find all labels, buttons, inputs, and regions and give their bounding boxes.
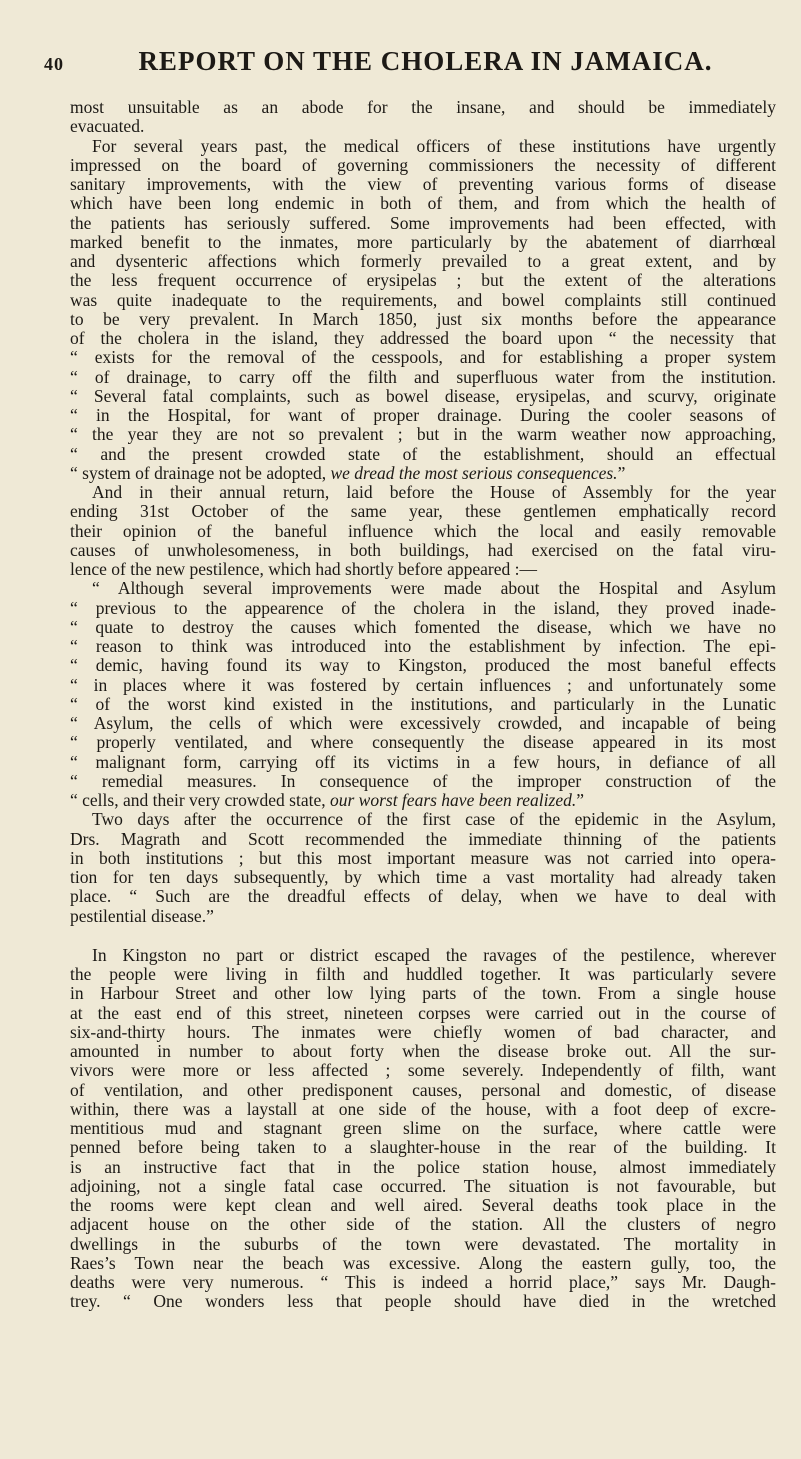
line-text: causes of unwholesomeness, in both buildings, had exercised on the fatal viru- [70,539,776,560]
text-line [70,194,776,213]
text-line [70,830,776,849]
text-line [70,579,776,598]
text-line [70,1119,776,1138]
text-line [70,98,776,117]
text-line [70,791,776,810]
line-text: “ reason to think was introduced into the establishment by infection. The epi- [70,636,776,656]
text-line [70,887,776,906]
paragraph-p5 [70,810,776,926]
line-text: tion for ten days subsequently, by which time a vast mortality had already taken [70,867,776,887]
text-line [70,1235,776,1254]
text-line [70,849,776,868]
text-line [70,772,776,791]
line-text: “ properly ventilated, and where consequently the disease appeared in its most [70,732,776,753]
text-line [70,733,776,752]
italic-text: we dread the most serious consequences. [330,462,618,483]
line-text: adjoining, not a single fatal case occurred. The situation is not favourable, but [70,1175,776,1196]
paragraph-p3 [70,483,776,579]
line-text: “ Asylum, the cells of which were excessively crowded, and incapable of being [70,713,776,733]
text-line [70,214,776,233]
text-line [70,946,776,965]
text-line [70,483,776,502]
text-line [70,1061,776,1080]
line-text: amounted in number to about forty when the disease broke out. All the sur- [70,1041,776,1061]
line-text: ending 31st October of the same year, these gentlemen emphatically record [70,501,776,522]
line-text: in both institutions ; but this most important measure was not carried into opera- [70,847,776,868]
line-text: was quite inadequate to the requirements, and bowel complaints still continued [70,289,776,310]
line-text: impressed on the board of governing commissioners the necessity of different [70,154,776,175]
text-line [70,1100,776,1119]
text-line [70,714,776,733]
text-line [70,1177,776,1196]
paragraph-p2 [70,137,776,484]
line-text: to be very prevalent. In March 1850, just six months before the appearance [70,308,776,329]
running-head: REPORT ON THE CHOLERA IN JAMAICA. [138,46,713,76]
text-line [70,965,776,984]
line-text: in Harbour Street and other low lying parts of the town. From a single house [70,983,776,1004]
line-text: at the east end of this street, nineteen corpses were carried out in the course of [70,1002,776,1023]
text-line [70,445,776,464]
line-text: “ Several fatal complaints, such as bowel disease, erysipelas, and scurvy, originate [70,385,776,406]
text-line [70,1004,776,1023]
text-line [70,233,776,252]
text-line [70,868,776,887]
text-line [70,1196,776,1215]
text-line [70,599,776,618]
line-text: of ventilation, and other predisponent causes, personal and domestic, of disease [70,1079,776,1100]
text-line [70,695,776,714]
line-text: lence of the new pestilence, which had shortly before appeared :— [70,559,537,579]
line-text: “ of the worst kind existed in the institutions, and particularly in the Lunatic [70,693,776,714]
line-text: adjacent house on the other side of the station. All the clusters of negro [70,1214,776,1235]
text-line [70,637,776,656]
text-line [70,984,776,1003]
line-text: is an instructive fact that in the police station house, almost immediately [70,1156,776,1177]
line-text: In Kingston no part or district escaped the ravages of the pestilence, wherever [92,944,776,965]
text-line [70,291,776,310]
text-line [70,541,776,560]
paragraph-p6 [70,946,776,1312]
line-text: Raes’s Town near the beach was excessive. Along the eastern gully, too, the [70,1252,776,1273]
text-line [70,406,776,425]
text-line [70,464,776,483]
line-text: “ demic, having found its way to Kingston, produced the most baneful effects [70,655,776,676]
text-line [70,676,776,695]
line-text: which have been long endemic in both of them, and from which the health of [70,193,776,214]
text-line [70,907,776,926]
line-text: mentitious mud and stagnant green slime on the surface, where cattle were [70,1118,776,1138]
line-text: the rooms were kept clean and well aired. Several deaths took place in the [70,1195,776,1215]
paragraph-p1 [70,98,776,137]
text-line [70,1138,776,1157]
body-text [70,98,776,1312]
line-text: the people were living in filth and huddled together. It was particularly severe [70,964,776,984]
text-line [70,1042,776,1061]
line-text: evacuated. [70,116,145,137]
text-line [70,156,776,175]
line-text: “ the year they are not so prevalent ; but in the warm weather now approaching, [70,424,776,445]
line-text: marked benefit to the inmates, more particularly by the abatement of diarrhœal [70,231,776,252]
line-text: “ malignant form, carrying off its victims in a few hours, in defiance of all [70,751,776,772]
text-line [70,117,776,136]
text-line [70,618,776,637]
text-line [70,137,776,156]
line-text: “ exists for the removal of the cesspools, and for establishing a proper system [70,347,776,368]
text-line [70,1158,776,1177]
page-header [0,46,801,76]
text-line [70,1292,776,1311]
line-text: within, there was a laystall at one side of the house, with a foot deep of excre- [70,1098,776,1119]
text-line [70,271,776,290]
text-line [70,1273,776,1292]
line-text: “ remedial measures. In consequence of the improper construction of the [70,770,776,791]
line-text: “ system of drainage not be adopted, [70,462,331,483]
text-line [70,502,776,521]
line-text: “ of drainage, to carry off the filth and superfluous water from the institution. [70,366,776,387]
page-number: 40 [44,54,64,74]
text-line [70,1023,776,1042]
text-line [70,348,776,367]
line-text: For several years past, the medical officers of these institutions have urgently [92,135,776,156]
line-text: “ cells, and their very crowded state, [70,790,330,810]
text-line [70,522,776,541]
line-text: dwellings in the suburbs of the town were devastated. The mortality in [70,1233,776,1254]
text-line [70,310,776,329]
closing-quote: ” [617,462,626,483]
line-text: “ previous to the appearence of the cholera in the island, they proved inade- [70,597,776,618]
line-text: “ in places where it was fostered by certain influences ; and unfortunately some [70,674,776,695]
paragraph-p4 [70,579,776,810]
line-text: pestilential disease.” [70,905,214,926]
line-text: “ quate to destroy the causes which fomented the disease, which we have no [70,616,776,637]
text-line [70,560,776,579]
text-line [70,368,776,387]
line-text: “ in the Hospital, for want of proper drainage. During the cooler seasons of [70,405,776,425]
paragraph-gap [70,926,776,946]
line-text: the patients has seriously suffered. Some improvements had been effected, with [70,212,776,233]
text-line [70,810,776,829]
line-text: place. “ Such are the dreadful effects of delay, when we have to deal with [70,886,776,907]
line-text: vivors were more or less affected ; some severely. Independently of filth, want [70,1060,776,1081]
line-text: penned before being taken to a slaughter-house in the rear of the building. It [70,1137,776,1158]
closing-quote: ” [576,790,585,810]
text-line [70,1215,776,1234]
line-text: sanitary improvements, with the view of preventing various forms of disease [70,174,776,194]
line-text: the less frequent occurrence of erysipelas ; but the extent of the alterations [70,270,776,291]
text-line [70,753,776,772]
text-line [70,329,776,348]
text-line [70,656,776,675]
line-text: of the cholera in the island, they addressed the board upon “ the necessity that [70,328,776,348]
line-text: “ and the present crowded state of the establishment, should an effectual [70,443,776,464]
text-line [70,387,776,406]
italic-text: our worst fears have been realized. [329,790,577,810]
line-text: Drs. Magrath and Scott recommended the immediate thinning of the patients [70,828,776,849]
line-text: And in their annual return, laid before the House of Assembly for the year [92,482,776,502]
line-text: deaths were very numerous. “ This is indeed a horrid place,” says Mr. Daugh- [70,1272,776,1292]
text-line [70,425,776,444]
line-text: trey. “ One wonders less that people should have died in the wretched [70,1291,776,1312]
text-line [70,1254,776,1273]
text-line [70,175,776,194]
line-text: six-and-thirty hours. The inmates were chiefly women of bad character, and [70,1021,776,1042]
line-text: most unsuitable as an abode for the insane, and should be immediately [70,97,776,117]
text-line [70,252,776,271]
line-text: “ Although several improvements were made about the Hospital and Asylum [92,578,776,599]
line-text: their opinion of the baneful influence which the local and easily removable [70,520,776,541]
text-line [70,1081,776,1100]
line-text: Two days after the occurrence of the first case of the epidemic in the Asylum, [92,809,776,830]
line-text: and dysenteric affections which formerly prevailed to a great extent, and by [70,251,776,271]
